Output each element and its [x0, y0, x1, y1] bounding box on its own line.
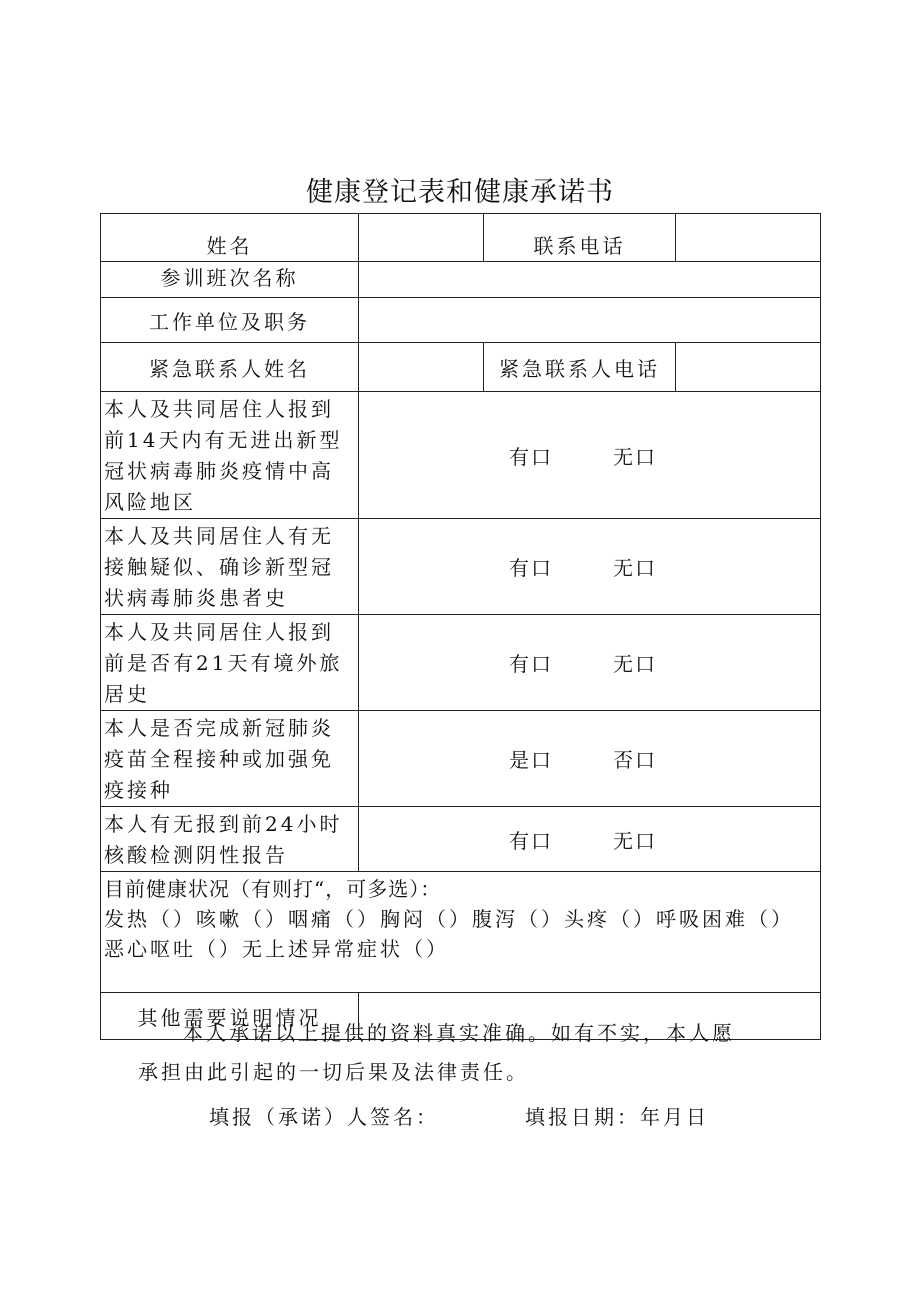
health-registration-table [100, 213, 821, 1040]
option-yes-checkbox[interactable]: 有口 [509, 444, 553, 469]
date-label: 填报日期：年月日 [525, 1105, 709, 1129]
question-row [101, 519, 821, 615]
option-no-checkbox[interactable]: 无口 [613, 444, 657, 469]
emergency-name-label: 紧急联系人姓名 [101, 343, 359, 392]
signer-label: 填报（承诺）人签名： [209, 1105, 439, 1129]
option-no-checkbox[interactable]: 否口 [613, 748, 657, 772]
question-row [101, 392, 821, 519]
question-row [101, 615, 821, 711]
question-options [359, 615, 821, 711]
option-yes-checkbox[interactable]: 是口 [509, 748, 553, 772]
question-options [359, 711, 821, 807]
class-label: 参训班次名称 [101, 262, 359, 298]
question-text: 本人有无报到前24小时核酸检测阴性报告 [101, 807, 359, 872]
question-options [359, 807, 821, 872]
health-status-row [101, 872, 821, 993]
question-text: 本人是否完成新冠肺炎疫苗全程接种或加强免疫接种 [101, 711, 359, 807]
symptom-options[interactable]: 恶心呕吐（）无上述异常症状（） [104, 937, 449, 961]
class-input[interactable] [359, 262, 821, 298]
name-input[interactable] [359, 214, 484, 262]
pledge-text: 承担由此引起的一切后果及法律责任。 [138, 1060, 529, 1084]
question-text: 本人及共同居住人报到前14天内有无进出新型冠状病毒肺炎疫情中高风险地区 [101, 392, 359, 519]
question-options [359, 519, 821, 615]
option-yes-checkbox[interactable]: 有口 [509, 556, 553, 580]
phone-label: 联系电话 [484, 214, 676, 262]
emergency-phone-input[interactable] [676, 343, 821, 392]
name-phone-row [101, 214, 821, 262]
question-text: 本人及共同居住人有无接触疑似、确诊新型冠状病毒肺炎患者史 [101, 519, 359, 615]
work-label: 工作单位及职务 [101, 298, 359, 343]
question-text: 本人及共同居住人报到前是否有21天有境外旅居史 [101, 615, 359, 711]
symptom-options[interactable]: 发热（）咳嗽（）咽痛（）胸闷（）腹泻（）头疼（）呼吸困难（） [104, 907, 794, 931]
work-row [101, 298, 821, 343]
option-no-checkbox[interactable]: 无口 [613, 556, 657, 580]
question-row [101, 711, 821, 807]
work-input[interactable] [359, 298, 821, 343]
question-options [359, 392, 821, 519]
pledge-text: 本人承诺以上提供的资料真实准确。如有不实，本人愿 [183, 1021, 735, 1045]
class-row [101, 262, 821, 298]
health-status-heading: 目前健康状况（有则打“，可多选）： [104, 877, 442, 901]
option-no-checkbox[interactable]: 无口 [613, 828, 657, 853]
option-no-checkbox[interactable]: 无口 [613, 652, 657, 676]
name-label: 姓名 [101, 214, 359, 262]
option-yes-checkbox[interactable]: 有口 [509, 828, 553, 853]
option-yes-checkbox[interactable]: 有口 [509, 652, 553, 676]
emergency-row [101, 343, 821, 392]
emergency-name-input[interactable] [359, 343, 484, 392]
page-title: 健康登记表和健康承诺书 [306, 177, 614, 208]
other-label: 其他需要说明情况 [101, 993, 359, 1040]
phone-input[interactable] [676, 214, 821, 262]
question-row [101, 807, 821, 872]
emergency-phone-label: 紧急联系人电话 [484, 343, 676, 392]
health-status-cell [101, 872, 821, 993]
